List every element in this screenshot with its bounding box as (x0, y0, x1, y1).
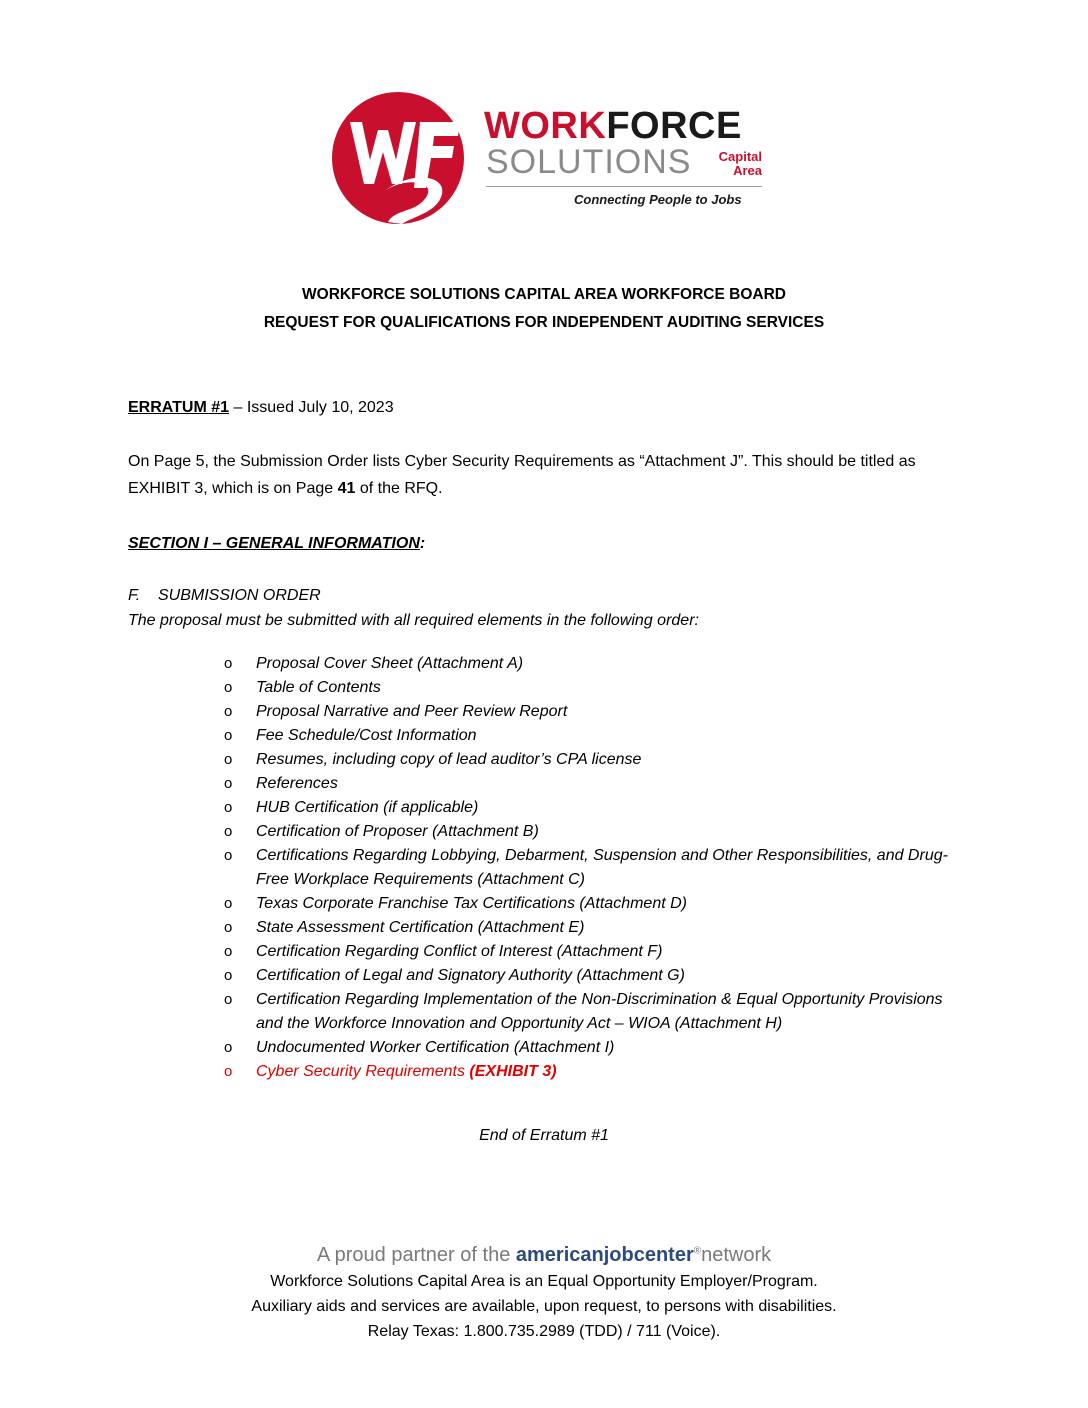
erratum-line (128, 394, 948, 421)
end-of-erratum: End of Erratum #1 (479, 1127, 609, 1144)
list-item (224, 844, 964, 892)
bullet-icon: o (224, 727, 233, 744)
list-item-text: Resumes, including copy of lead auditor’s CPA license (256, 751, 642, 768)
paragraph-text-2: of the RFQ. (355, 480, 443, 497)
submission-heading: SUBMISSION ORDER (158, 587, 321, 604)
list-item (224, 892, 964, 916)
american-job-center-logo (516, 1244, 694, 1266)
list-item-text: Texas Corporate Franchise Tax Certifications (Attachment D) (256, 895, 687, 912)
list-item-text: Certification Regarding Conflict of Interest (Attachment F) (256, 943, 663, 960)
submission-letter: F. (128, 587, 141, 604)
list-item-text: Certification Regarding Implementation of the Non-Discrimination & Equal Opportunity Provisions and the Workforce Innovation and Opportunity Act – WIOA (Attachment H) (256, 991, 943, 1032)
logo-divider (486, 186, 762, 187)
list-item (224, 748, 964, 772)
ajc-job: job (603, 1244, 634, 1266)
bullet-icon: o (224, 679, 233, 696)
section-heading (128, 530, 948, 557)
list-item-cyber-security (224, 1060, 964, 1084)
logo-title-force: FORCE (606, 105, 742, 147)
footer-relay-line: Relay Texas: 1.800.735.2989 (TDD) / 711 (Voice). (367, 1323, 721, 1340)
list-item (224, 676, 964, 700)
footer-eeo-line: Workforce Solutions Capital Area is an Equal Opportunity Employer/Program. (270, 1273, 818, 1290)
bullet-icon: o (224, 1063, 233, 1080)
list-item (224, 940, 964, 964)
ajc-registered-mark: ® (693, 1245, 702, 1257)
erratum-issued: – Issued July 10, 2023 (229, 399, 394, 416)
logo-subtitle: SOLUTIONS (486, 143, 692, 181)
submission-intro: The proposal must be submitted with all required elements in the following order: (128, 612, 699, 629)
bullet-icon: o (224, 943, 233, 960)
bullet-icon: o (224, 847, 233, 864)
wsf-logo-mark-icon (328, 92, 470, 226)
bullet-icon: o (224, 1039, 233, 1056)
bullet-icon: o (224, 775, 233, 792)
footer-partner-suffix: network (701, 1244, 772, 1266)
bullet-icon: o (224, 751, 233, 768)
logo-capital-area (710, 150, 762, 178)
list-item-text: HUB Certification (if applicable) (256, 799, 479, 816)
list-item-text: Proposal Narrative and Peer Review Report (256, 703, 568, 720)
paragraph-page-number: 41 (337, 480, 356, 497)
bullet-icon: o (224, 799, 233, 816)
list-item-text: Certifications Regarding Lobbying, Debarment, Suspension and Other Responsibilities, and Drug-Free Workplace Requirements (Attachment C) (256, 847, 948, 888)
logo-area: Area (733, 163, 762, 178)
erratum-label: ERRATUM #1 (128, 399, 230, 416)
list-item-text: Certification of Proposer (Attachment B) (256, 823, 539, 840)
list-item (224, 772, 964, 796)
footer-partner-line (0, 1244, 1088, 1267)
section-title: SECTION I – GENERAL INFORMATION (128, 535, 420, 552)
list-item-text: Certification of Legal and Signatory Authority (Attachment G) (256, 967, 685, 984)
footer-partner-prefix: A proud partner of the (316, 1244, 516, 1266)
bullet-icon: o (224, 991, 233, 1008)
list-item-text: Fee Schedule/Cost Information (256, 727, 477, 744)
list-item-text: Proposal Cover Sheet (Attachment A) (256, 655, 524, 672)
list-item (224, 724, 964, 748)
list-item (224, 700, 964, 724)
bullet-icon: o (224, 895, 233, 912)
ajc-american: american (515, 1244, 604, 1266)
exhibit-3-label: (EXHIBIT 3) (469, 1063, 557, 1080)
bullet-icon: o (224, 967, 233, 984)
list-item (224, 796, 964, 820)
bullet-icon: o (224, 703, 233, 720)
list-item (224, 820, 964, 844)
list-item (224, 652, 964, 676)
workforce-solutions-logo (328, 92, 768, 232)
paragraph-text-1: On Page 5, the Submission Order lists Cyber Security Requirements as “Attachment J”. This should be titled as EXHIBIT 3, which is on Page (128, 453, 916, 497)
logo-title-work: WORK (484, 105, 607, 147)
erratum-paragraph (128, 448, 948, 502)
list-item-text: Table of Contents (256, 679, 381, 696)
submission-order-list (224, 652, 964, 1084)
list-item-text: Cyber Security Requirements (256, 1063, 470, 1080)
ajc-center: center (633, 1244, 694, 1266)
logo-title (484, 106, 742, 146)
header-line-2: REQUEST FOR QUALIFICATIONS FOR INDEPENDENT AUDITING SERVICES (263, 314, 825, 331)
logo-tagline: Connecting People to Jobs (574, 192, 742, 207)
list-item-text: Undocumented Worker Certification (Attachment I) (256, 1039, 615, 1056)
list-item-text: References (256, 775, 338, 792)
list-item (224, 988, 964, 1036)
list-item (224, 916, 964, 940)
list-item (224, 964, 964, 988)
logo-capital: Capital (718, 149, 762, 164)
bullet-icon: o (224, 823, 233, 840)
list-item (224, 1036, 964, 1060)
list-item-text: State Assessment Certification (Attachment E) (256, 919, 585, 936)
section-colon: : (419, 535, 426, 552)
bullet-icon: o (224, 919, 233, 936)
submission-order-heading (128, 582, 948, 609)
footer-aux-aids-line: Auxiliary aids and services are available, upon request, to persons with disabilities. (251, 1298, 837, 1315)
bullet-icon: o (224, 655, 233, 672)
header-line-1: WORKFORCE SOLUTIONS CAPITAL AREA WORKFORCE BOARD (302, 286, 786, 303)
